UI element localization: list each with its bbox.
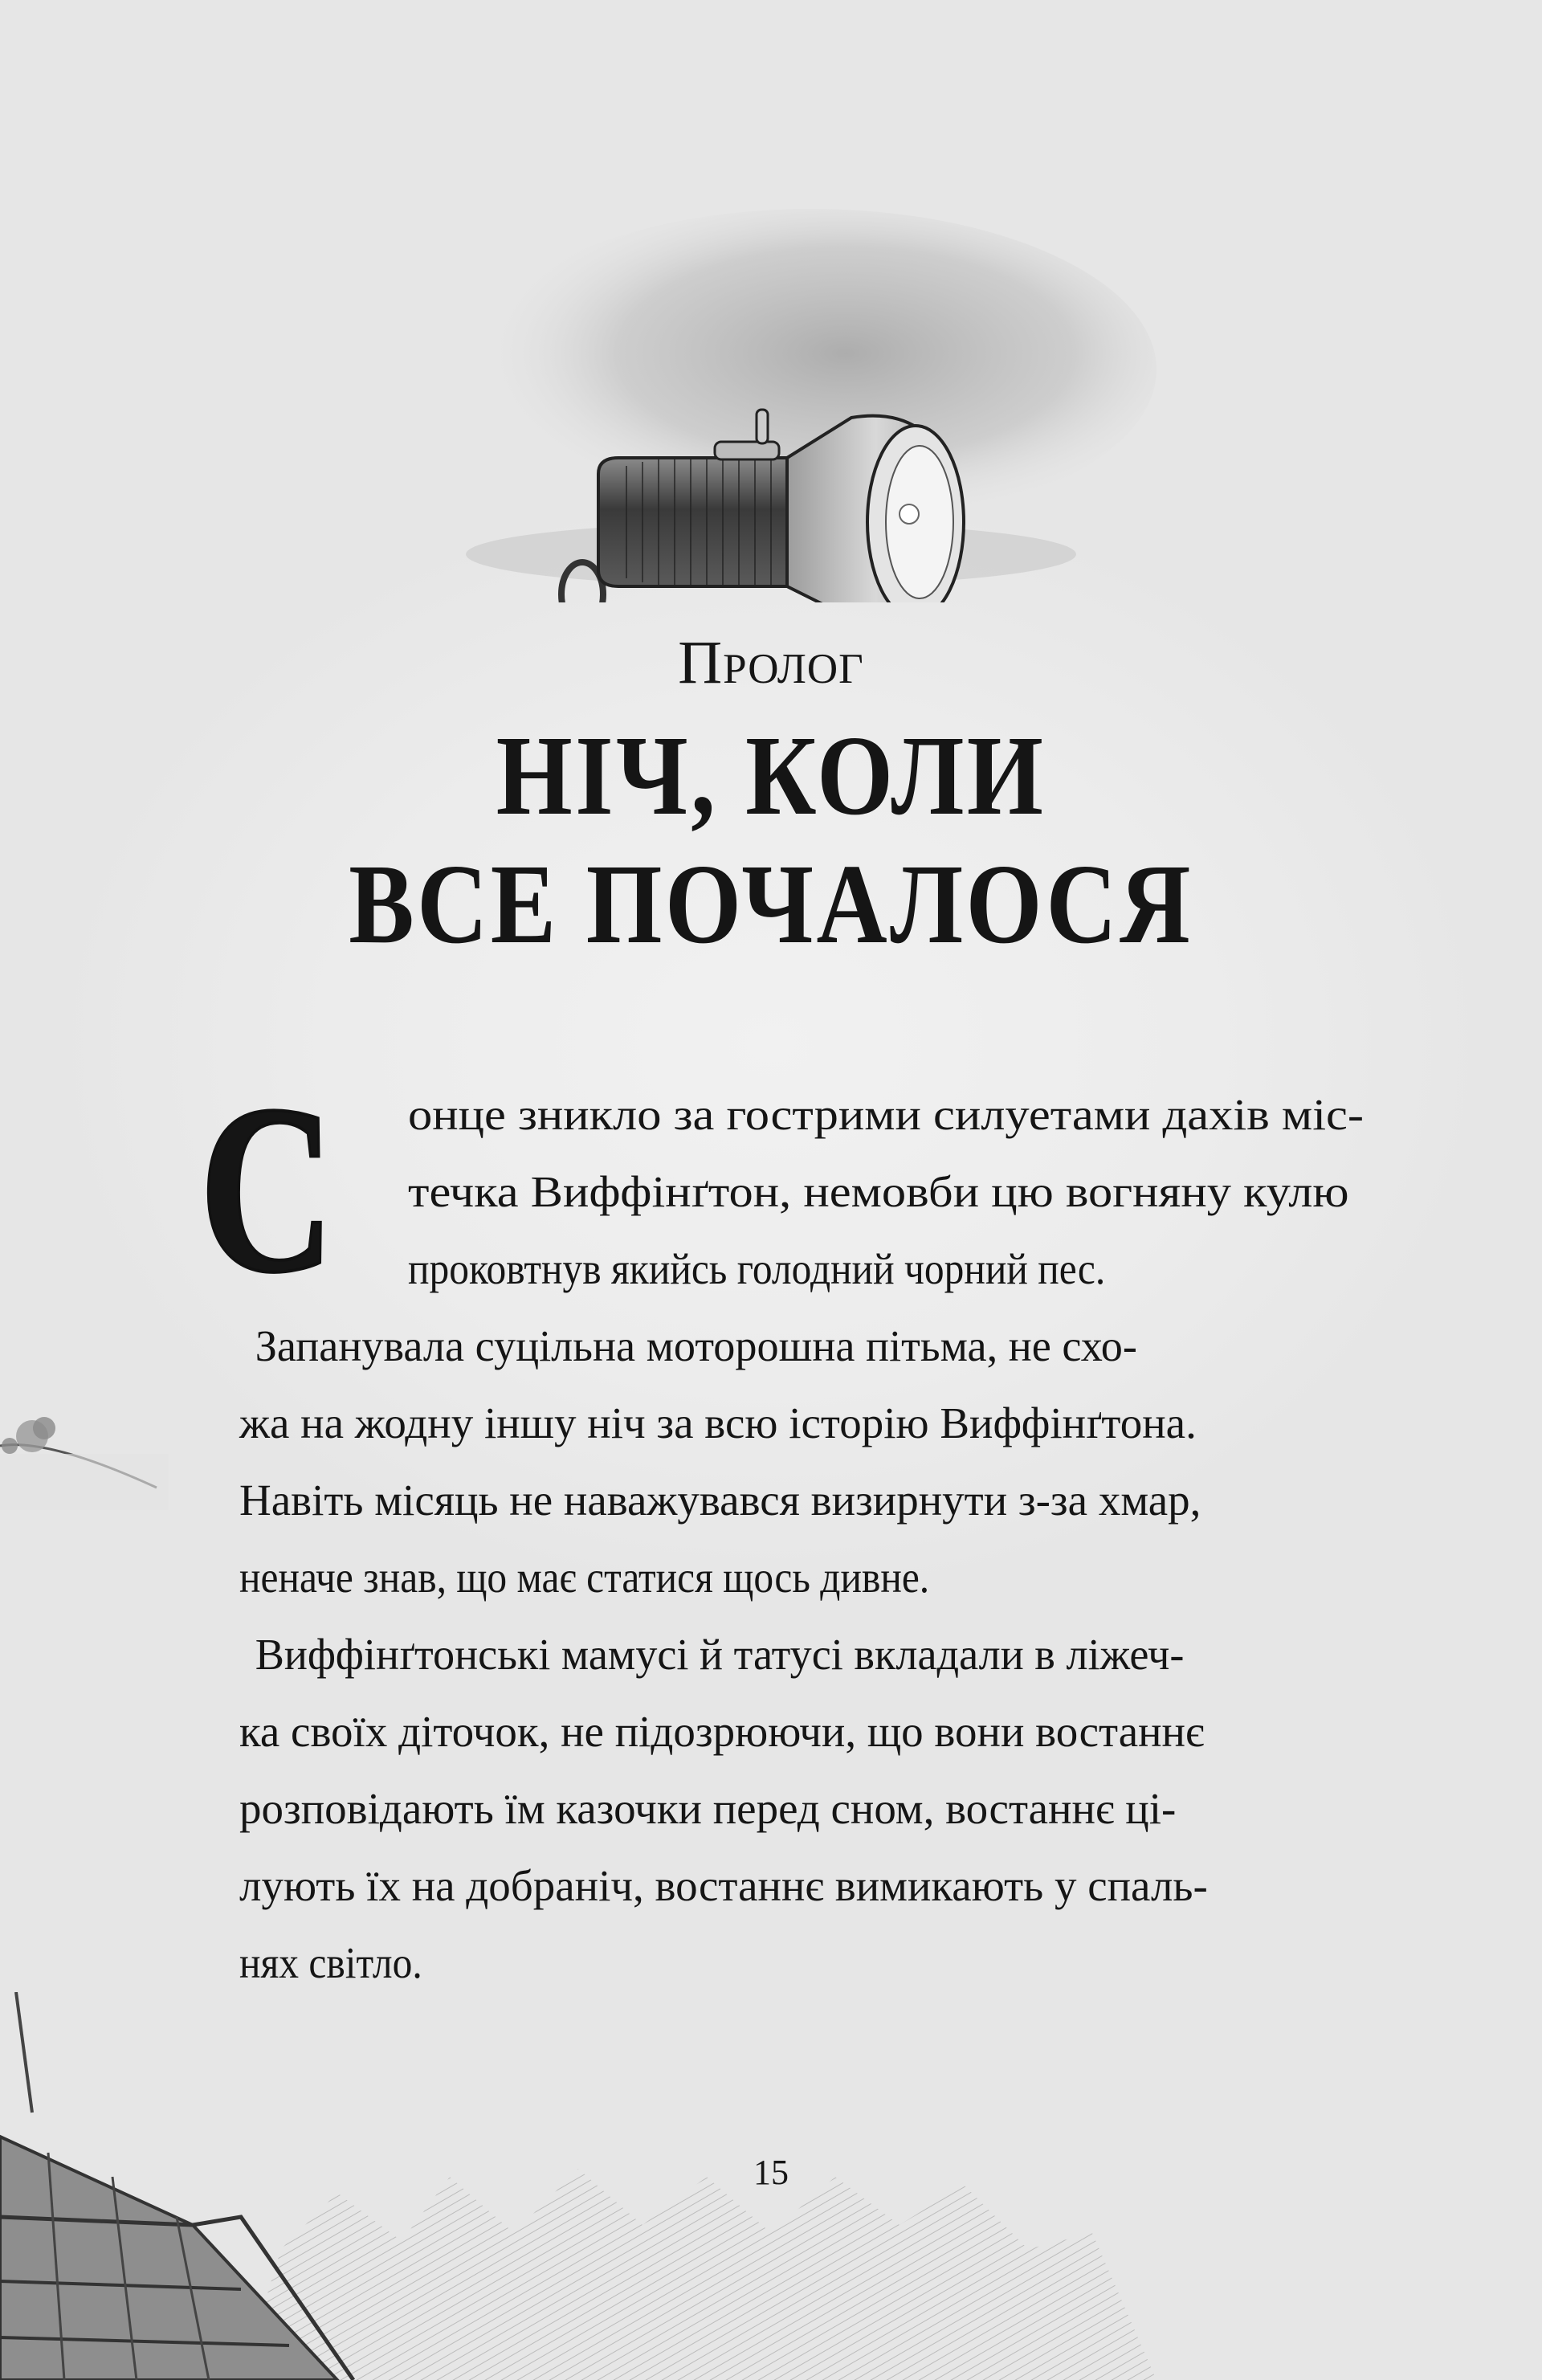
text-line: Виффінґтонські мамусі й татусі вкладали в ліжеч- [255,1630,1185,1679]
chapter-title-line-1: НІЧ, КОЛИ [496,712,1046,839]
bush-illustration-icon [0,1414,169,1510]
text-line: неначе знав, що має статися щось дивне. [239,1553,930,1602]
text-line: Запанувала суцільна моторошна пітьма, не схо- [255,1321,1137,1370]
chapter-label: Пролог [678,629,864,696]
text-line: онце зникло за гострими силуетами дахів міс- [408,1090,1365,1139]
body-text [199,1055,1365,2002]
paragraph-2 [239,1308,1348,1616]
text-line: жа на жодну іншу ніч за всю історію Виффінґтона. [239,1398,1197,1447]
paragraph-3 [239,1616,1348,2002]
text-line: проковтнув якийсь голодний чорний пес. [408,1244,1106,1293]
chapter-title-line-2: ВСЕ ПОЧАЛОСЯ [349,840,1193,967]
text-line: розповідають їм казочки перед сном, востаннє ці- [239,1784,1177,1833]
flashlight-illustration-icon [434,201,1156,602]
text-line: ка своїх діточок, не підозрюючи, що вони востаннє [239,1707,1205,1756]
drop-cap: С [199,1055,335,1322]
page-number: 15 [753,2153,789,2192]
chapter-title [108,711,1434,968]
text-line: Навіть місяць не наважувався визирнути з-за хмар, [239,1476,1201,1525]
text-line: течка Виффінґтон, немовби цю вогняну кулю [408,1167,1349,1216]
text-line: нях світло. [239,1938,422,1987]
text-line: лують їх на добраніч, востаннє вимикають у спаль- [239,1861,1208,1910]
paragraph-1 [199,1055,1365,1322]
